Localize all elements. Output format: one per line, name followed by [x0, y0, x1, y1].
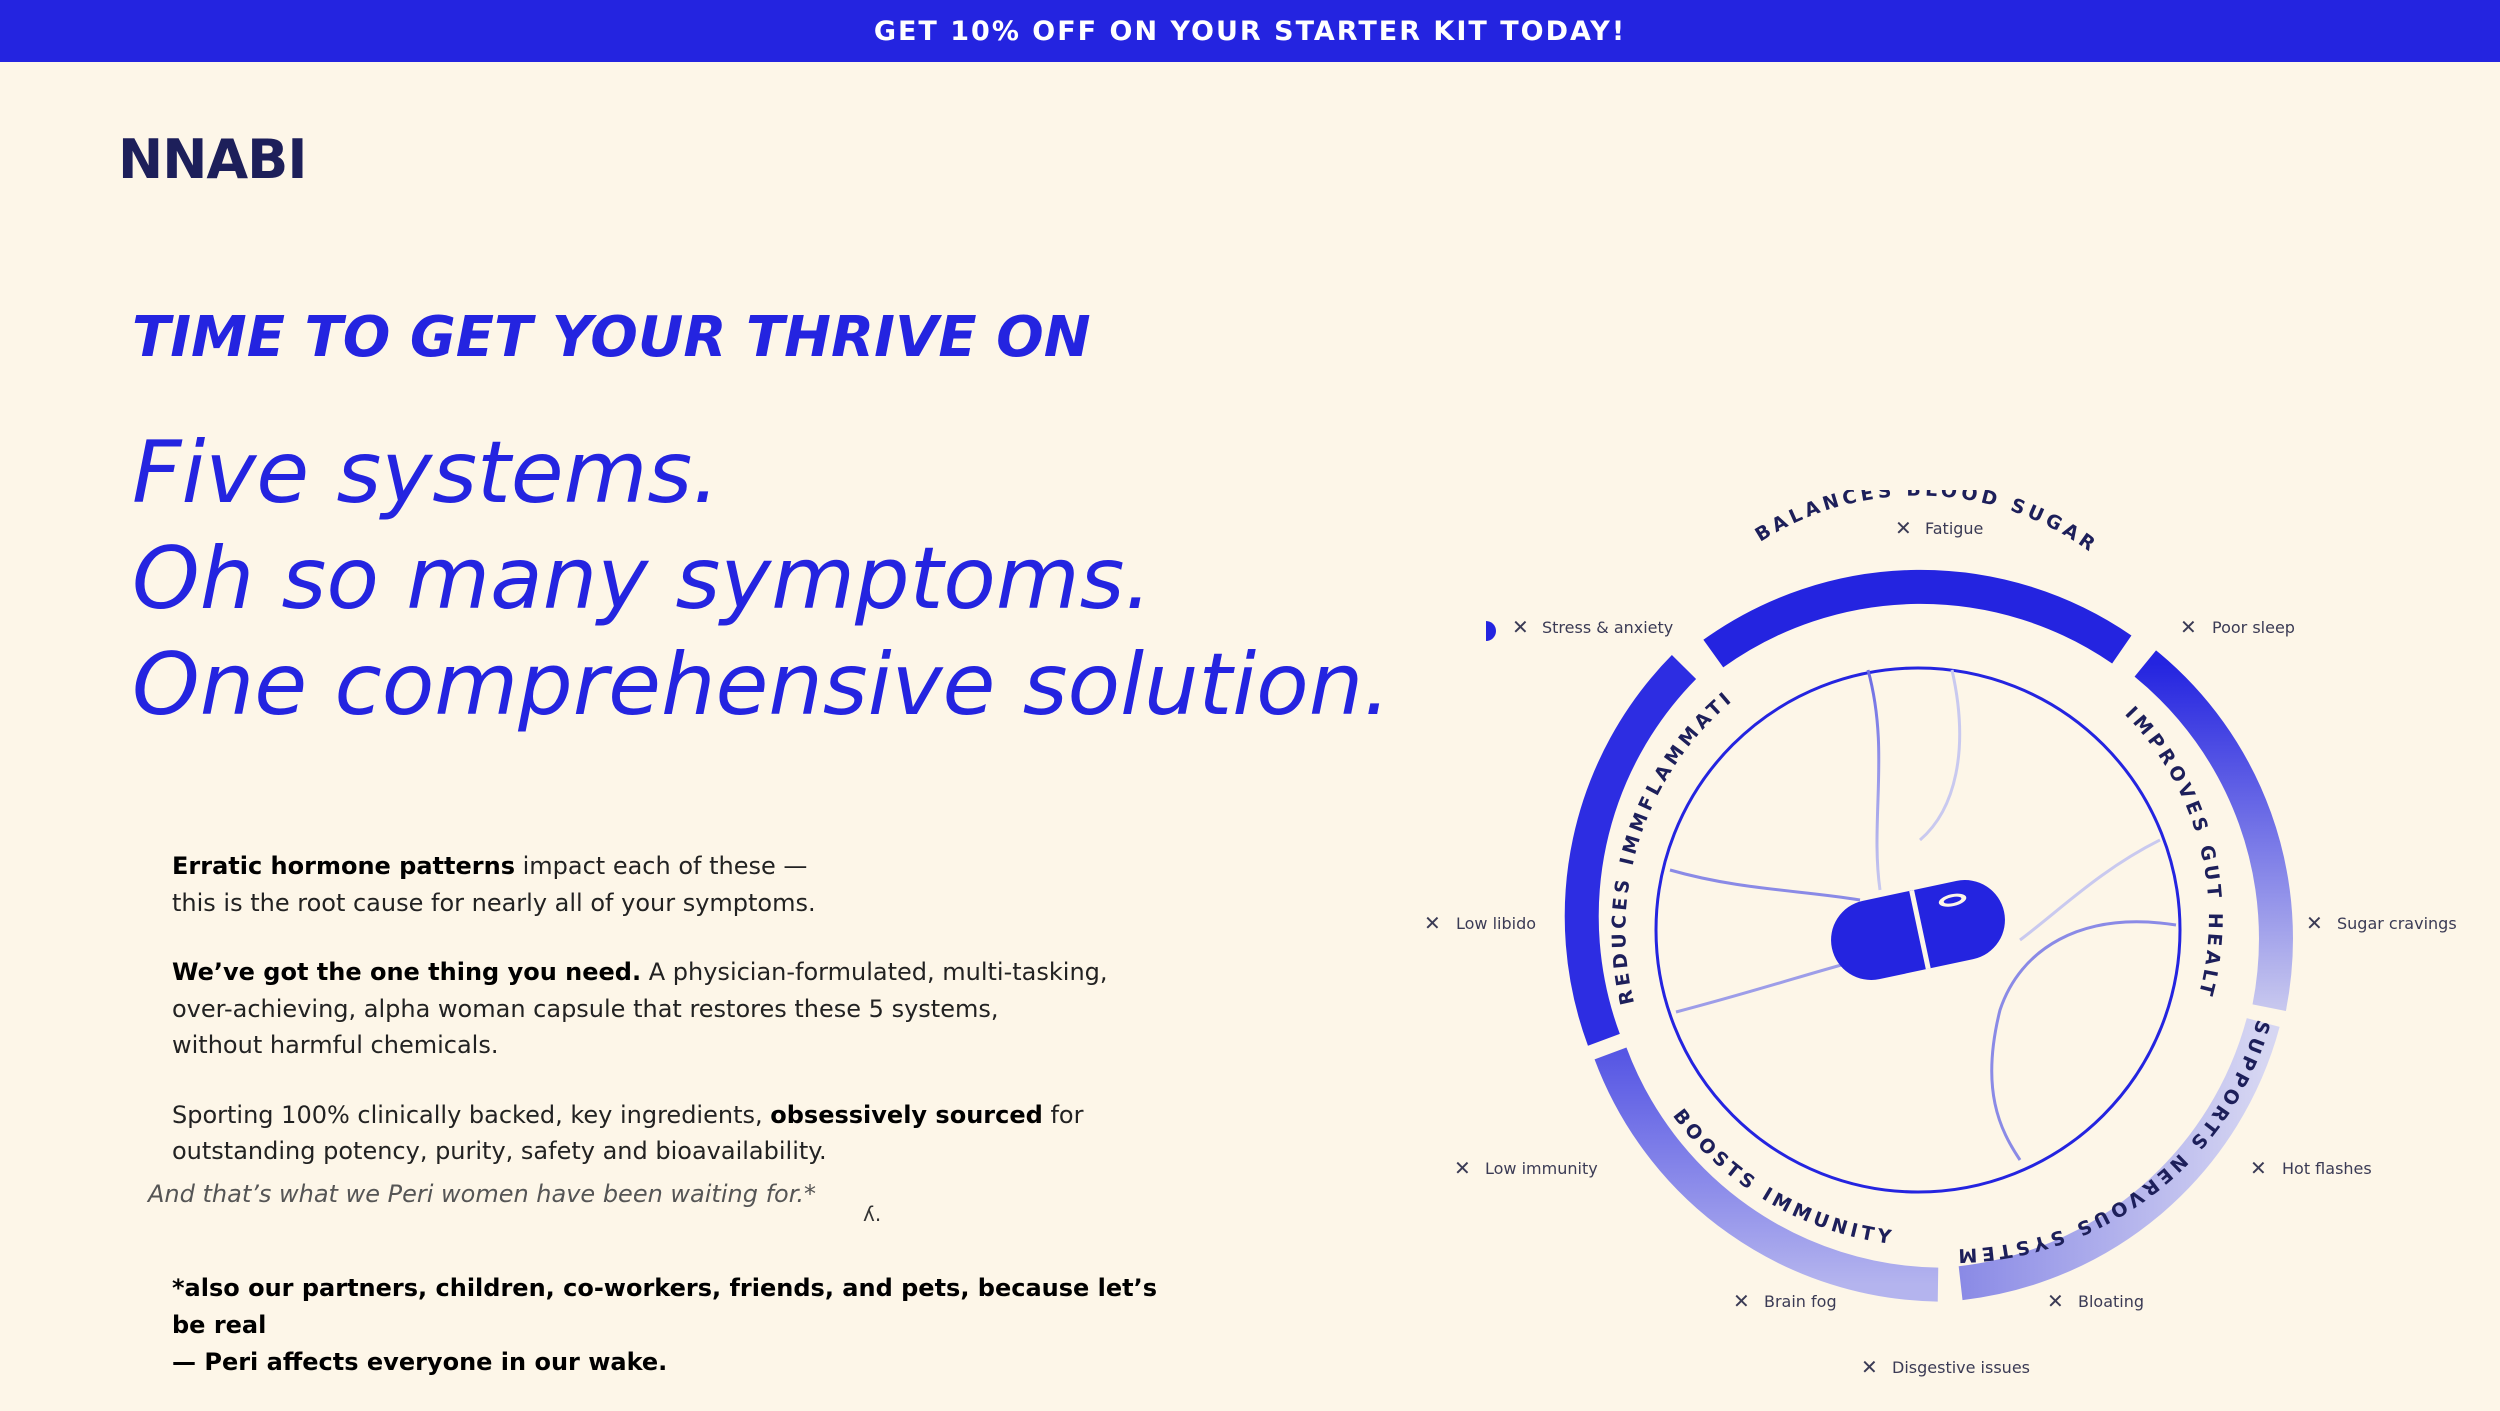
ring-label-immunity: BOOSTS IMMUNITY — [1668, 1104, 1897, 1250]
symptom-bloating — [2047, 1289, 2144, 1313]
italic-tagline: And that’s what we Peri women have been waiting for.* — [148, 1180, 817, 1208]
close-icon: ✕ — [2047, 1289, 2064, 1313]
connector-line — [1992, 922, 2176, 1160]
symptom-label: Disgestive issues — [1892, 1358, 2030, 1377]
text: for — [1042, 1100, 1084, 1129]
text: impact each of these — — [514, 852, 808, 880]
symptom-low-immunity — [1454, 1156, 1598, 1180]
text: outstanding potency, purity, safety and bioavailability. — [172, 1137, 827, 1165]
bold-text: Erratic hormone patterns — [172, 852, 515, 880]
hero-kicker: TIME TO GET YOUR THRIVE ON — [132, 305, 1091, 370]
text: without harmful chemicals. — [172, 1031, 499, 1059]
headline-line-3: One comprehensive solution. — [132, 635, 1391, 735]
ring-label-inflammation: REDUCES IMMFLAMMATI — [1608, 686, 1739, 1007]
close-icon: ✕ — [1895, 516, 1912, 540]
brand-logo[interactable]: NNABI — [118, 128, 307, 191]
symptom-label: Low libido — [1456, 914, 1537, 933]
headline-line-1: Five systems. — [132, 423, 720, 523]
symptom-poor-sleep — [2180, 615, 2295, 639]
connector-line — [1868, 670, 1880, 890]
connector-line — [1676, 960, 1860, 1012]
connector-line — [1920, 670, 1960, 840]
capsule-icon — [1824, 873, 2013, 988]
text: over-achieving, alpha woman capsule that restores these 5 systems, — [172, 994, 999, 1023]
stray-glyph: ʎ. — [863, 1202, 882, 1226]
text: A physician-formulated, multi-tasking, — [641, 958, 1108, 986]
symptom-label: Hot flashes — [2282, 1159, 2372, 1178]
connector-line — [1670, 870, 1860, 900]
symptom-label: Bloating — [2078, 1292, 2145, 1311]
symptom-label: Brain fog — [1764, 1292, 1837, 1311]
paragraph-ingredients — [172, 1097, 1152, 1170]
hero-headline — [132, 420, 1391, 738]
connector-line — [2020, 840, 2160, 940]
close-icon: ✕ — [2250, 1156, 2267, 1180]
symptom-sugar-cravings — [2306, 911, 2457, 935]
symptom-low-libido — [1424, 911, 1536, 935]
bold-text: obsessively sourced — [770, 1100, 1043, 1129]
close-icon: ✕ — [1424, 911, 1441, 935]
text: Sporting 100% clinically backed, key ingredients, — [172, 1100, 771, 1129]
systems-diagram — [1400, 490, 2500, 1407]
paragraph-capsule — [172, 954, 1152, 1064]
footnote — [172, 1270, 1172, 1381]
footnote-line-1: *also our partners, children, co-workers, friends, and pets, because let’s be real — [172, 1274, 1158, 1339]
text: this is the root cause for nearly all of your symptoms. — [172, 888, 816, 917]
close-icon: ✕ — [1861, 1355, 1878, 1379]
symptom-label: Low immunity — [1485, 1159, 1598, 1178]
ring-segment-blood-sugar — [1713, 587, 2122, 654]
symptom-fatigue — [1895, 516, 1983, 540]
symptom-stress — [1486, 615, 1673, 641]
body-copy — [172, 848, 1152, 1203]
symptom-digestive — [1861, 1355, 2030, 1379]
symptom-brain-fog — [1733, 1289, 1837, 1313]
ring-label-gut-health: IMPROVES GUT HEALT — [2120, 702, 2226, 1002]
symptom-label: Poor sleep — [2212, 618, 2295, 637]
half-dot-icon — [1486, 621, 1496, 641]
symptom-label: Fatigue — [1925, 519, 1984, 538]
symptom-label: Sugar cravings — [2337, 914, 2457, 933]
headline-line-2: Oh so many symptoms. — [132, 529, 1152, 629]
close-icon: ✕ — [2306, 911, 2323, 935]
promo-banner[interactable] — [0, 0, 2500, 62]
close-icon: ✕ — [2180, 615, 2197, 639]
bold-text: We’ve got the one thing you need. — [172, 958, 642, 986]
symptom-hot-flashes — [2250, 1156, 2372, 1180]
promo-banner-text: GET 10% OFF ON YOUR STARTER KIT TODAY! — [873, 15, 1627, 47]
footnote-line-2: — Peri affects everyone in our wake. — [172, 1348, 668, 1376]
symptom-label: Stress & anxiety — [1542, 618, 1674, 637]
ring-label-nervous-system: SUPPORTS NERVOUS SYSTEM — [1953, 1017, 2274, 1267]
close-icon: ✕ — [1512, 615, 1529, 639]
paragraph-hormones — [172, 848, 1152, 921]
close-icon: ✕ — [1733, 1289, 1750, 1313]
systems-wheel — [1400, 490, 2500, 1407]
ring-segment-immunity — [1611, 1053, 1939, 1284]
close-icon: ✕ — [1454, 1156, 1471, 1180]
ring-label-blood-sugar: BALANCES OOD SUGAR — [1751, 490, 2103, 558]
